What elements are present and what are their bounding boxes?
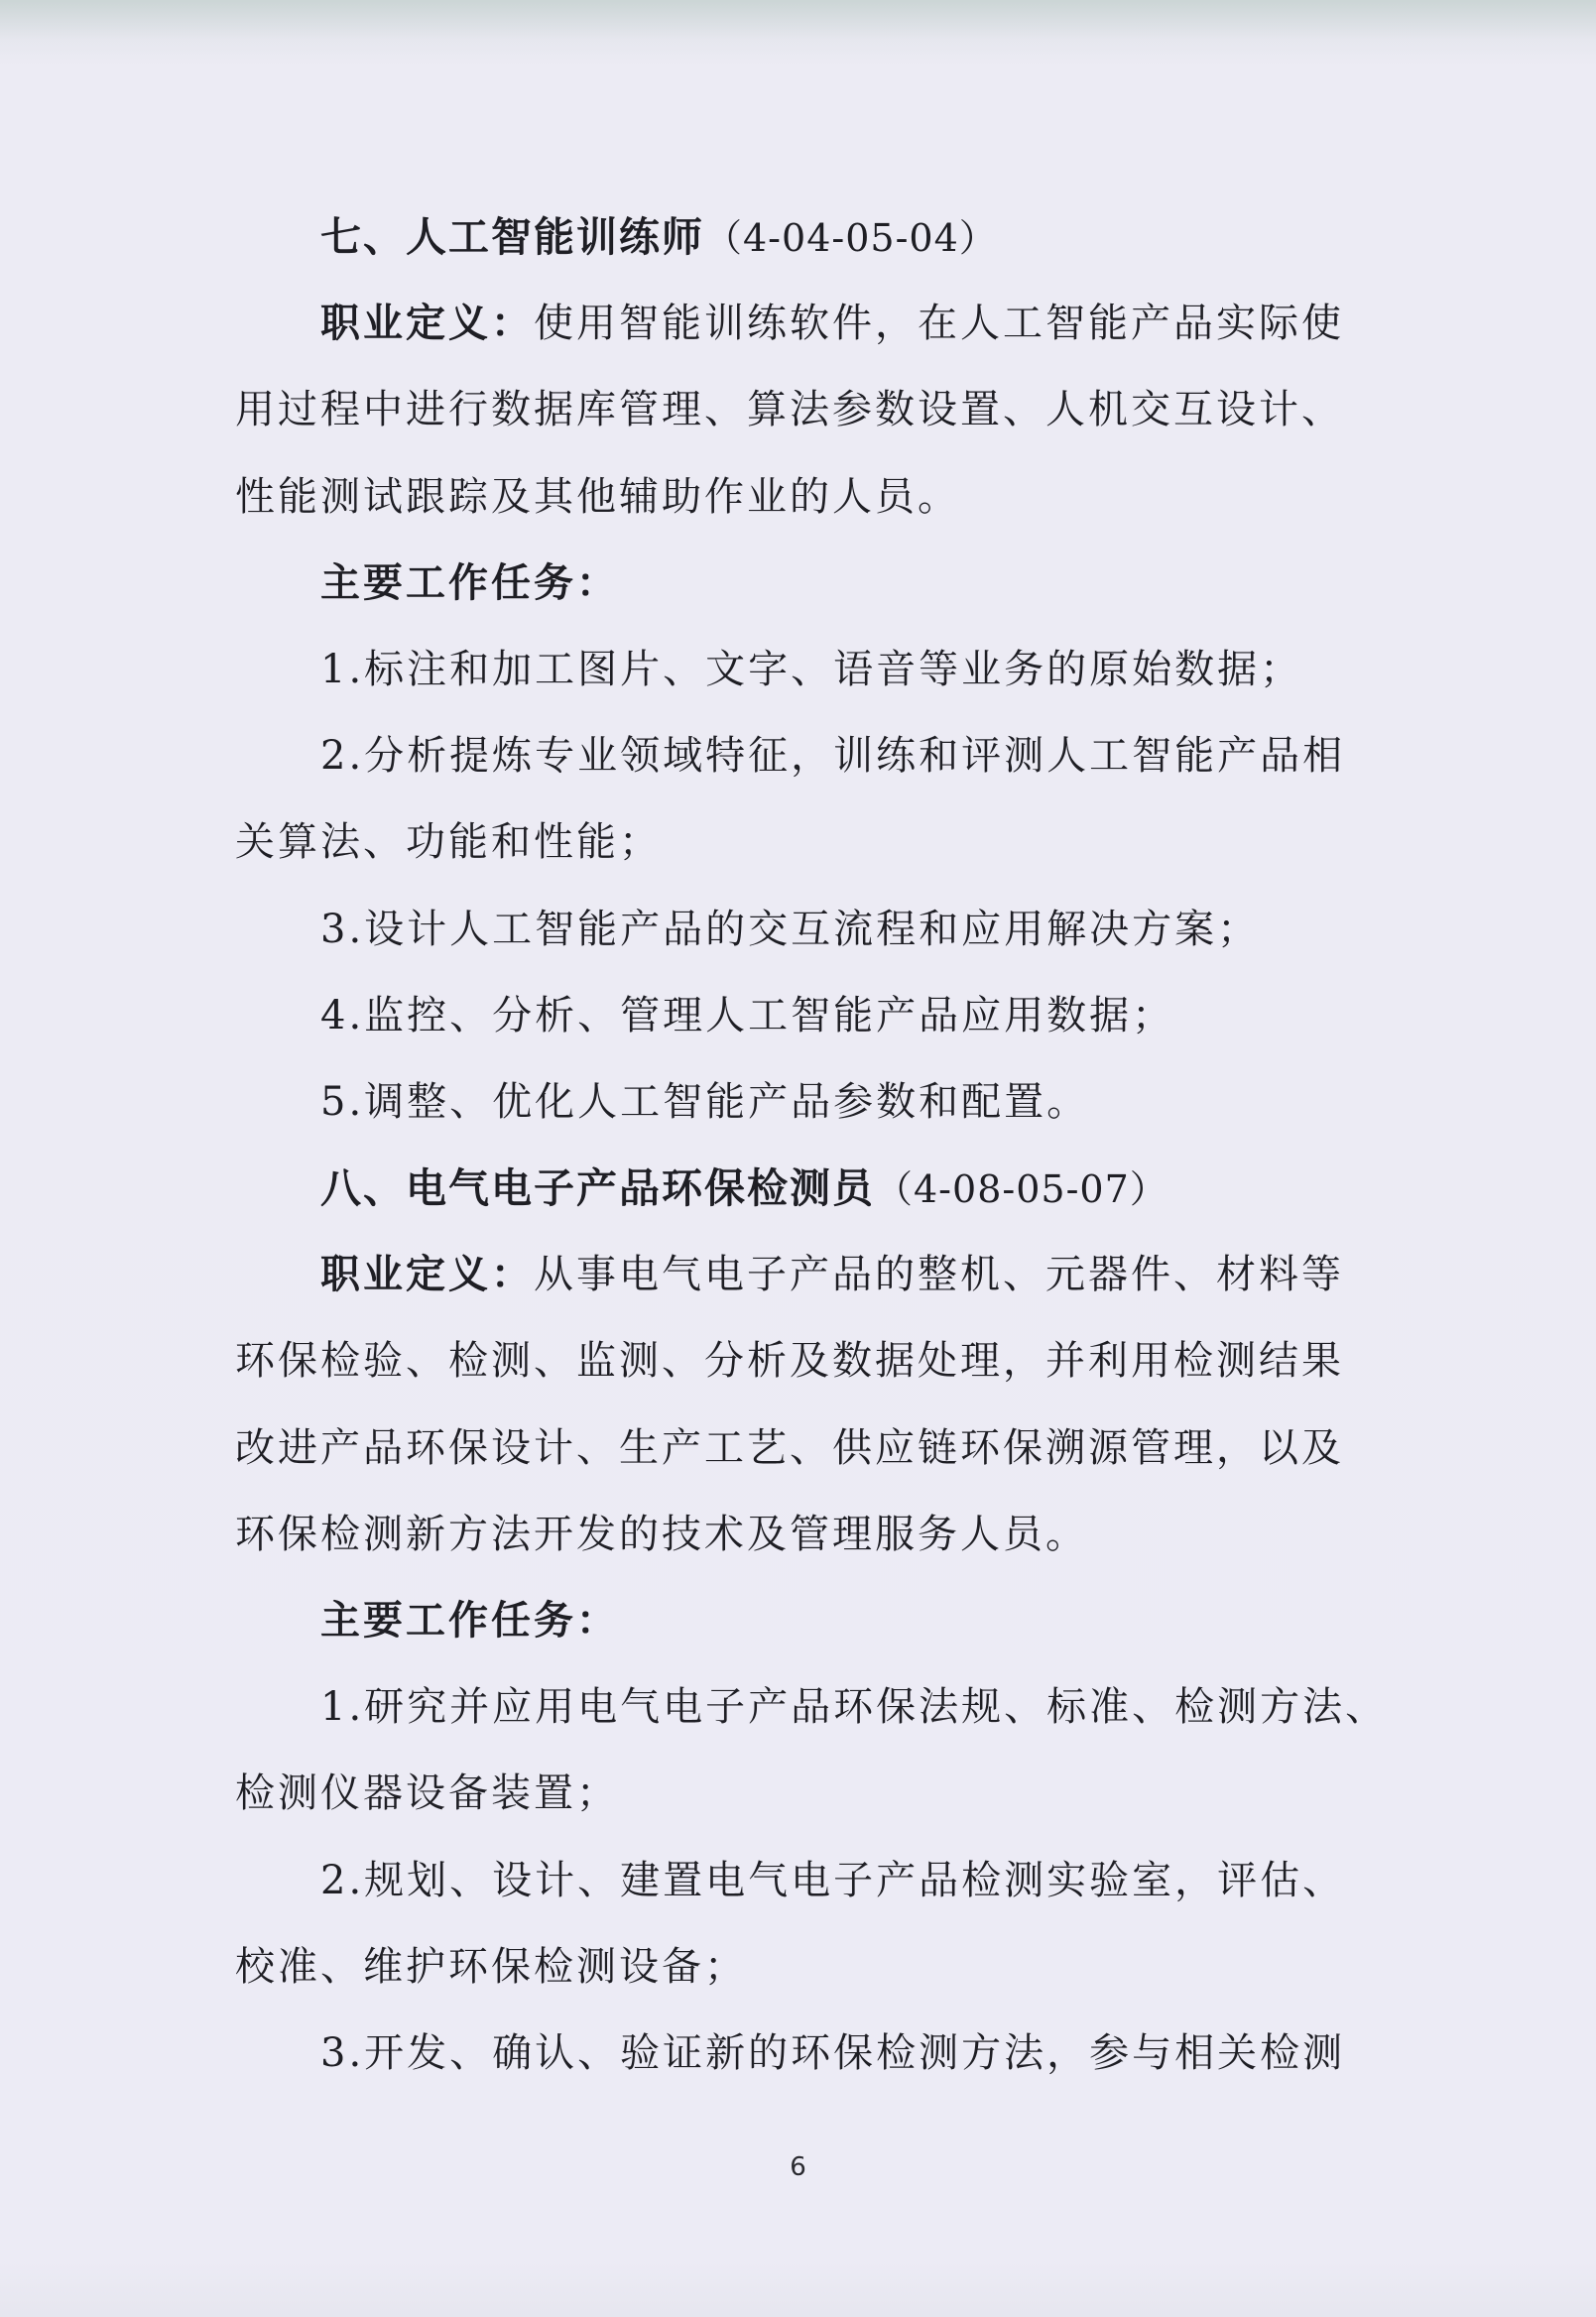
page-number: 6 — [790, 2152, 806, 2182]
definition-line: 改进产品环保设计、生产工艺、供应链环保溯源管理，以及 — [235, 1424, 1344, 1471]
definition-line: 环保检测新方法开发的技术及管理服务人员。 — [235, 1511, 1088, 1557]
task-line: 检测仪器设备装置； — [235, 1770, 619, 1817]
definition-line — [235, 1232, 1356, 1318]
section-heading-8 — [235, 1146, 1356, 1232]
definition-line — [235, 281, 1356, 367]
task-line: 2.规划、设计、建置电气电子产品检测实验室，评估、 — [320, 1857, 1346, 1903]
occupation-code: （4-08-05-07） — [875, 1167, 1168, 1212]
task-line: 2.分析提炼专业领域特征，训练和评测人工智能产品相 — [320, 733, 1346, 780]
occupation-code: （4-04-05-04） — [704, 216, 998, 260]
section-title: 七、人工智能训练师 — [320, 213, 704, 261]
task-line: 5.调整、优化人工智能产品参数和配置。 — [320, 1078, 1090, 1125]
tasks-heading: 主要工作任务： — [320, 1598, 619, 1644]
definition-line: 环保检验、检测、监测、分析及数据处理，并利用检测结果 — [235, 1338, 1344, 1385]
definition-label: 职业定义： — [320, 301, 534, 347]
task-line: 1.研究并应用电气电子产品环保法规、标准、检测方法、 — [320, 1684, 1389, 1731]
definition-text: 从事电气电子产品的整机、元器件、材料等 — [534, 1252, 1344, 1298]
definition-label: 职业定义： — [320, 1252, 534, 1298]
definition-line: 性能测试跟踪及其他辅助作业的人员。 — [235, 473, 960, 520]
tasks-heading: 主要工作任务： — [320, 559, 619, 606]
task-line: 4.监控、分析、管理人工智能产品应用数据； — [320, 992, 1175, 1038]
scan-top-band — [0, 0, 1596, 69]
section-title: 八、电气电子产品环保检测员 — [320, 1164, 875, 1213]
task-line: 3.开发、确认、验证新的环保检测方法，参与相关检测 — [320, 2029, 1346, 2076]
task-line: 3.设计人工智能产品的交互流程和应用解决方案； — [320, 906, 1261, 952]
task-line: 校准、维护环保检测设备； — [235, 1943, 747, 1990]
task-line: 1.标注和加工图片、文字、语音等业务的原始数据； — [320, 646, 1303, 692]
document-body — [235, 194, 1389, 2097]
task-line: 关算法、功能和性能； — [235, 819, 662, 866]
definition-line: 用过程中进行数据库管理、算法参数设置、人机交互设计、 — [235, 387, 1344, 433]
definition-text: 使用智能训练软件，在人工智能产品实际使 — [534, 301, 1344, 347]
section-heading-7 — [235, 194, 1356, 281]
